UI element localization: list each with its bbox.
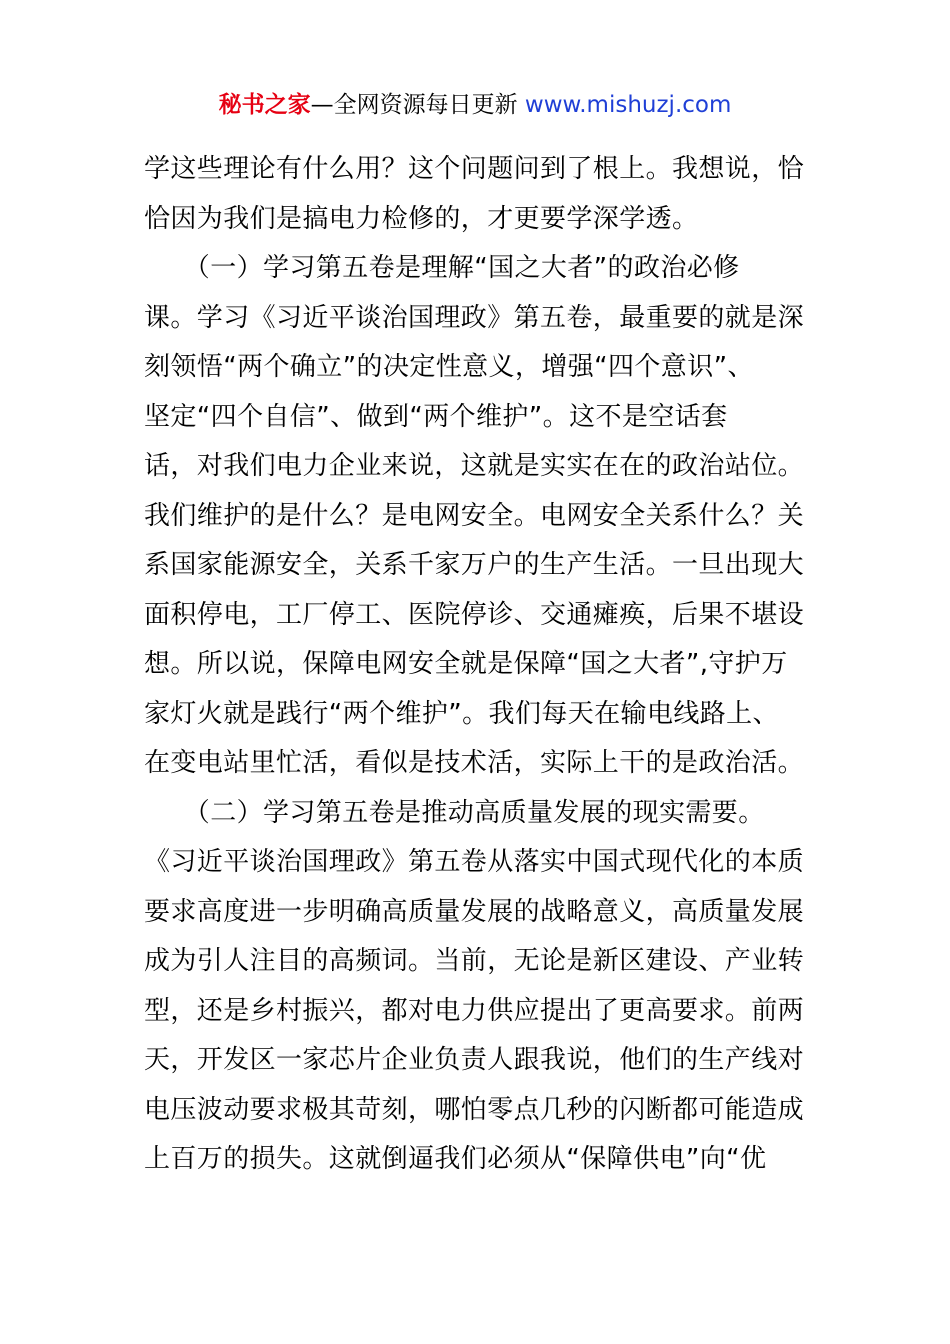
text-line: 上百万的损失。这就倒逼我们必须从“保障供电”向“优 — [144, 1144, 767, 1174]
text-line: 型，还是乡村振兴，都对电力供应提出了更高要求。前两 — [144, 995, 805, 1026]
text-line: 家灯火就是践行“两个维护”。我们每天在输电线路上、 — [144, 698, 779, 729]
text-line: 课。学习《习近平谈治国理政》第五卷，最重要的就是深 — [144, 302, 805, 333]
text-line: 刻领悟“两个确立”的决定性意义，增强“四个意识”、 — [144, 352, 754, 382]
text-line: 面积停电，工厂停工、医院停诊、交通瘫痪，后果不堪设 — [144, 599, 805, 630]
document-body — [144, 145, 808, 1185]
text-line: 天，开发区一家芯片企业负责人跟我说，他们的生产线对 — [144, 1045, 805, 1075]
text-line: 《习近平谈治国理政》第五卷从落实中国式现代化的本质 — [144, 847, 805, 877]
text-line: 学这些理论有什么用？这个问题问到了根上。我想说，恰 — [144, 154, 805, 184]
header-brand: 秘书之家 — [218, 92, 311, 118]
page-header — [0, 88, 950, 122]
text-line: （一）学习第五卷是理解“国之大者”的政治必修 — [144, 253, 740, 283]
header-slogan: —全网资源每日更新 — [310, 92, 525, 118]
text-line: 在变电站里忙活，看似是技术活，实际上干的是政治活。 — [144, 748, 805, 778]
header-url-link[interactable]: www.mishuzj.com — [524, 92, 732, 118]
text-line: 成为引人注目的高频词。当前，无论是新区建设、产业转 — [144, 946, 805, 976]
text-line: 话，对我们电力企业来说，这就是实实在在的政治站位。 — [144, 451, 805, 481]
text-line: 要求高度进一步明确高质量发展的战略意义，高质量发展 — [144, 896, 805, 927]
text-line: 坚定“四个自信”、做到“两个维护”。这不是空话套 — [144, 401, 728, 432]
text-line: 系国家能源安全，关系千家万户的生产生活。一旦出现大 — [144, 550, 805, 580]
text-line: 电压波动要求极其苛刻，哪怕零点几秒的闪断都可能造成 — [144, 1094, 805, 1125]
text-line: 想。所以说，保障电网安全就是保障“国之大者”,守护万 — [144, 649, 788, 679]
text-line: （二）学习第五卷是推动高质量发展的现实需要。 — [144, 797, 765, 828]
text-line: 恰因为我们是搞电力检修的，才更要学深学透。 — [144, 203, 699, 234]
text-line: 我们维护的是什么？是电网安全。电网安全关系什么？关 — [144, 500, 805, 531]
